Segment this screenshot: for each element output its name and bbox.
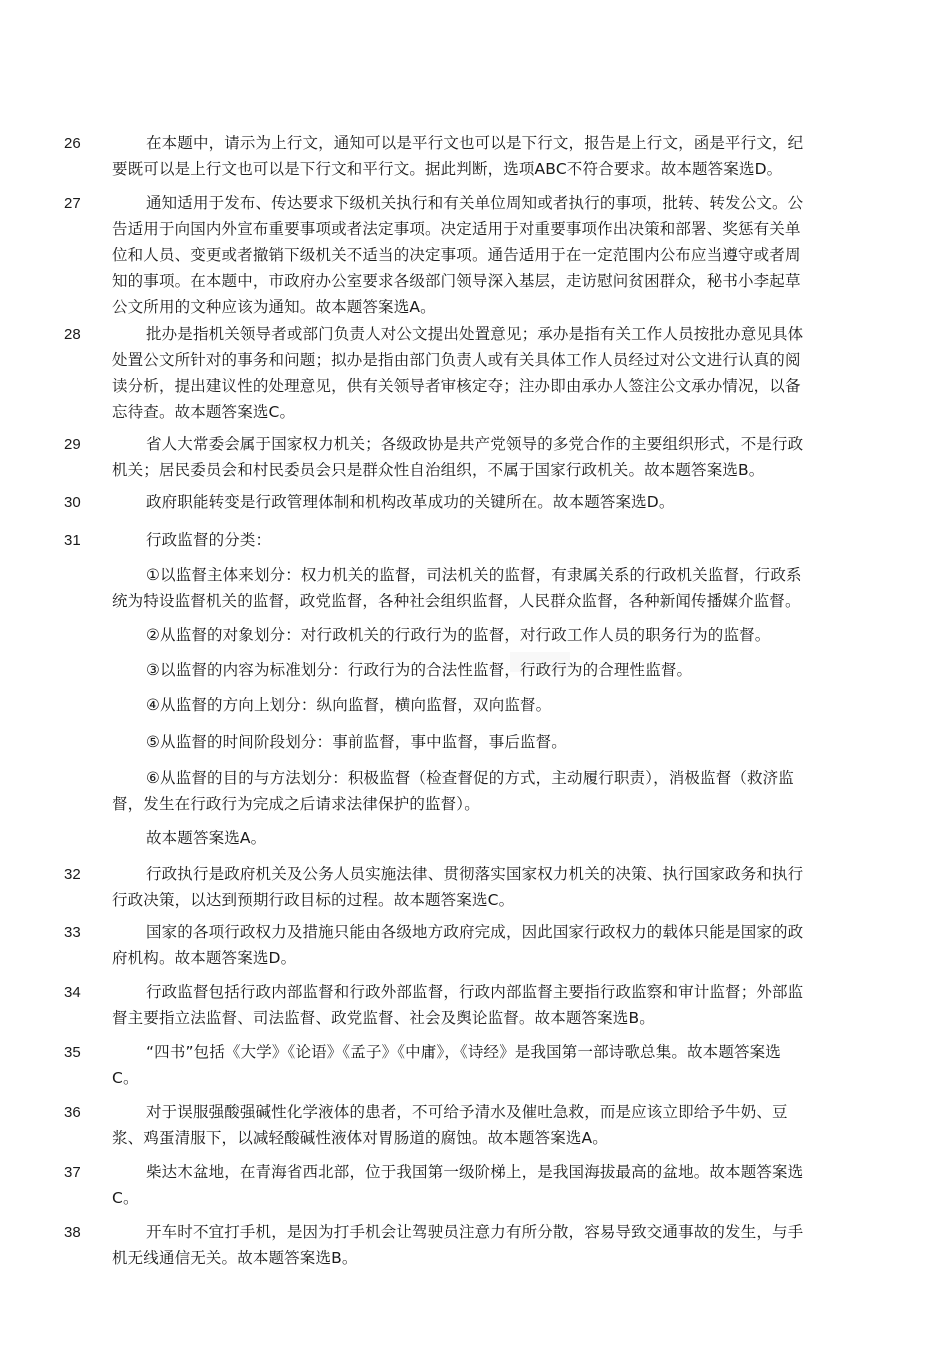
explanation-line: 柴达木盆地，在青海省西北部，位于我国第一级阶梯上，是我国海拔最高的盆地。故本题答案选: [146, 1163, 804, 1181]
explanation-line: 忘待查。故本题答案选C。: [112, 403, 296, 421]
explanation-line: 通知适用于发布、传达要求下级机关执行和有关单位周知或者执行的事项，批转、转发公文。公: [146, 194, 804, 212]
question-number: 37: [64, 1164, 81, 1181]
explanation-line: 浆、鸡蛋清服下，以减轻酸碱性液体对胃肠道的腐蚀。故本题答案选A。: [112, 1129, 608, 1147]
explanation-line: 机无线通信无关。故本题答案选B。: [112, 1249, 358, 1267]
question-number: 28: [64, 326, 81, 343]
explanation-line: ④从监督的方向上划分：纵向监督，横向监督，双向监督。: [146, 696, 552, 714]
question-number: 30: [64, 494, 81, 511]
explanation-line: “四书”包括《大学》《论语》《孟子》《中庸》，《诗经》是我国第一部诗歌总集。故本题答案选: [146, 1043, 781, 1061]
explanation-line: ③以监督的内容为标准划分：行政行为的合法性监督，行政行为的合理性监督。: [146, 661, 693, 679]
question-number: 26: [64, 135, 81, 152]
question-number: 33: [64, 924, 81, 941]
question-number: 27: [64, 195, 81, 212]
explanation-line: 政府职能转变是行政管理体制和机构改革成功的关键所在。故本题答案选D。: [146, 493, 675, 511]
explanation-line: 对于误服强酸强碱性化学液体的患者，不可给予清水及催吐急救，而是应该立即给予牛奶、豆: [146, 1103, 788, 1121]
explanation-line: 在本题中，请示为上行文，通知可以是平行文也可以是下行文，报告是上行文，函是平行文，纪: [146, 134, 804, 152]
explanation-line: 位和人员、变更或者撤销下级机关不适当的决定事项。通告适用于在一定范围内公布应当遵守或者周: [112, 246, 801, 264]
explanation-line: 批办是指机关领导者或部门负责人对公文提出处置意见；承办是指有关工作人员按批办意见具体: [146, 325, 804, 343]
question-number: 32: [64, 866, 81, 883]
question-number: 34: [64, 984, 81, 1001]
explanation-line: 告适用于向国内外宣布重要事项或者法定事项。决定适用于对重要事项作出决策和部署、奖惩有关单: [112, 220, 801, 238]
question-number: 36: [64, 1104, 81, 1121]
question-number: 38: [64, 1224, 81, 1241]
explanation-line: 处置公文所针对的事务和问题；拟办是指由部门负责人或有关具体工作人员经过对公文进行认真的阅: [112, 351, 801, 369]
explanation-line: 机关；居民委员会和村民委员会只是群众性自治组织，不属于国家行政机关。故本题答案选B。: [112, 461, 765, 479]
explanation-line: 开车时不宜打手机，是因为打手机会让驾驶员注意力有所分散，容易导致交通事故的发生，与手: [146, 1223, 804, 1241]
question-number: 31: [64, 532, 81, 549]
explanation-line: C。: [112, 1069, 139, 1087]
explanation-line: 公文所用的文种应该为通知。故本题答案选A。: [112, 298, 436, 316]
explanation-line: 省人大常委会属于国家权力机关；各级政协是共产党领导的多党合作的主要组织形式，不是行政: [146, 435, 804, 453]
explanation-line: 国家的各项行政权力及措施只能由各级地方政府完成，因此国家行政权力的载体只能是国家的政: [146, 923, 804, 941]
explanation-line: 统为特设监督机关的监督，政党监督，各种社会组织监督，人民群众监督，各种新闻传播媒介监督。: [112, 592, 801, 610]
explanation-line: ⑤从监督的时间阶段划分：事前监督，事中监督，事后监督。: [146, 733, 567, 751]
explanation-line: 行政执行是政府机关及公务人员实施法律、贯彻落实国家权力机关的决策、执行国家政务和执行: [146, 865, 804, 883]
question-number: 29: [64, 436, 81, 453]
question-number: 35: [64, 1044, 81, 1061]
explanation-line: 行政监督包括行政内部监督和行政外部监督，行政内部监督主要指行政监察和审计监督；外部监: [146, 983, 804, 1001]
explanation-line: 读分析，提出建议性的处理意见，供有关领导者审核定夺；注办即由承办人签注公文承办情况，以备: [112, 377, 801, 395]
explanation-line: 知的事项。在本题中，市政府办公室要求各级部门领导深入基层，走访慰问贫困群众，秘书小李起草: [112, 272, 801, 290]
explanation-line: C。: [112, 1189, 139, 1207]
explanation-line: 督主要指立法监督、司法监督、政党监督、社会及舆论监督。故本题答案选B。: [112, 1009, 655, 1027]
explanation-line: 要既可以是上行文也可以是下行文和平行文。据此判断，选项ABC不符合要求。故本题答案选D。: [112, 160, 783, 178]
explanation-line: 府机构。故本题答案选D。: [112, 949, 297, 967]
explanation-line: 故本题答案选A。: [146, 829, 267, 847]
explanation-line: 行政决策，以达到预期行政目标的过程。故本题答案选C。: [112, 891, 515, 909]
explanation-line: 督，发生在行政行为完成之后请求法律保护的监督）。: [112, 795, 480, 813]
explanation-line: 行政监督的分类：: [146, 531, 272, 549]
explanation-line: ①以监督主体来划分：权力机关的监督，司法机关的监督，有隶属关系的行政机关监督，行政系: [146, 566, 802, 584]
explanation-line: ②从监督的对象划分：对行政机关的行政行为的监督，对行政工作人员的职务行为的监督。: [146, 626, 771, 644]
explanation-line: ⑥从监督的目的与方法划分：积极监督（检查督促的方式，主动履行职责），消极监督（救济监: [146, 769, 794, 787]
